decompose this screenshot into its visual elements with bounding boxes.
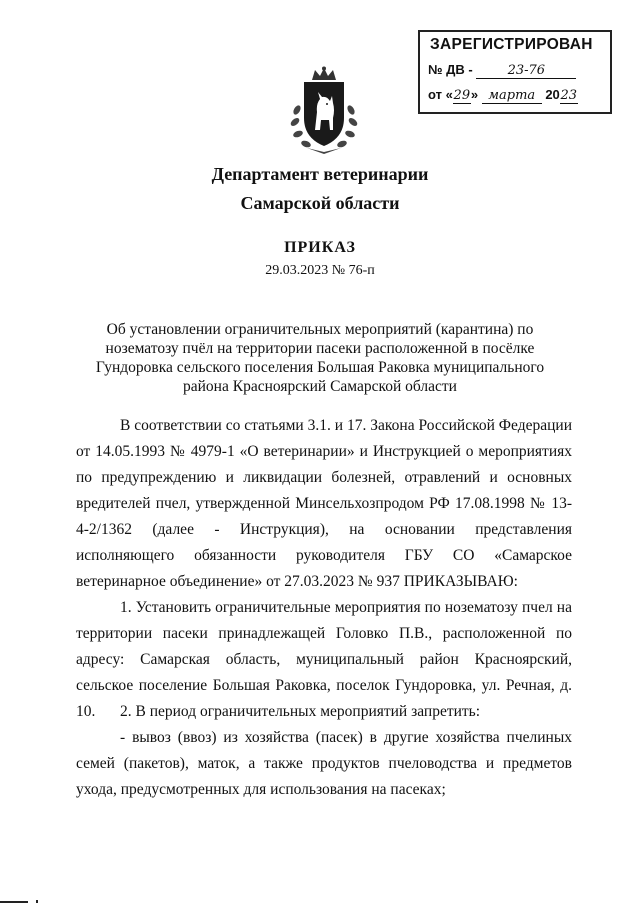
order-item-1: 1. Установить ограничительные мероприятия по нозематозу пчел на территории пасеки принадлежащей Головко П.В., расположенной по адресу: Самарская область, муниципальный район Красноярский, сельское поселение Большая Раковка, поселок Гундоровка, ул. Речная, д. 10. [76, 599, 572, 720]
registration-stamp [418, 30, 612, 114]
scan-edge-marks [0, 895, 640, 905]
department-name-line2: Самарской области [240, 193, 400, 213]
document-type: ПРИКАЗ [284, 239, 356, 256]
samara-coat-of-arms-icon [287, 66, 361, 154]
order-item-2-bullet-1: - вывоз (ввоз) из хозяйства (пасек) в другие хозяйства пчелиных семей (пакетов), маток, а также продуктов пчеловодства и предметов ухода, предусмотренных для использования на пасеках; [76, 729, 572, 798]
stamp-number-line [428, 62, 576, 79]
stamp-date-year: 23 [560, 88, 578, 103]
preamble-paragraph: В соответствии со статьями 3.1. и 17. Закона Российской Федерации от 14.05.1993 № 4979-1 «О ветеринарии» и Инструкцией о мероприятиях по предупреждению и ликвидации болезней, отравлений и основных вредителей пчел, утвержденной Минсельхозпродом РФ 17.08.1998 № 13-4-2/1362 (далее - Инструкция), на основании представления исполняющего обязанности руководителя ГБУ СО «Самарское ветеринарное объединение» от 27.03.2023 № 937 ПРИКАЗЫВАЮ: [76, 417, 572, 590]
stamp-number-label: № ДВ - [428, 62, 473, 77]
stamp-date-year-prefix: 20 [545, 87, 560, 102]
stamp-date-prefix: от « [428, 87, 453, 102]
order-subject: Об установлении ограничительных мероприятий (карантина) по нозематозу пчёл на территории пасеки расположенной в посёлке Гундоровка сельского поселения Большая Раковка муниципального района Красноярский Самарской области [95, 321, 545, 395]
stamp-title: ЗАРЕГИСТРИРОВАН [430, 36, 593, 53]
stamp-date-mid: » [470, 87, 479, 102]
stamp-number-value: 23-76 [476, 63, 576, 79]
stamp-date-day: 29 [453, 88, 471, 103]
order-item-2: 2. В период ограничительных мероприятий запретить: [120, 703, 481, 720]
stamp-date-line [428, 87, 578, 104]
stamp-date-month: марта [482, 88, 542, 104]
document-date-number: 29.03.2023 № 76-п [265, 263, 375, 278]
department-name-line1: Департамент ветеринарии [211, 164, 429, 184]
